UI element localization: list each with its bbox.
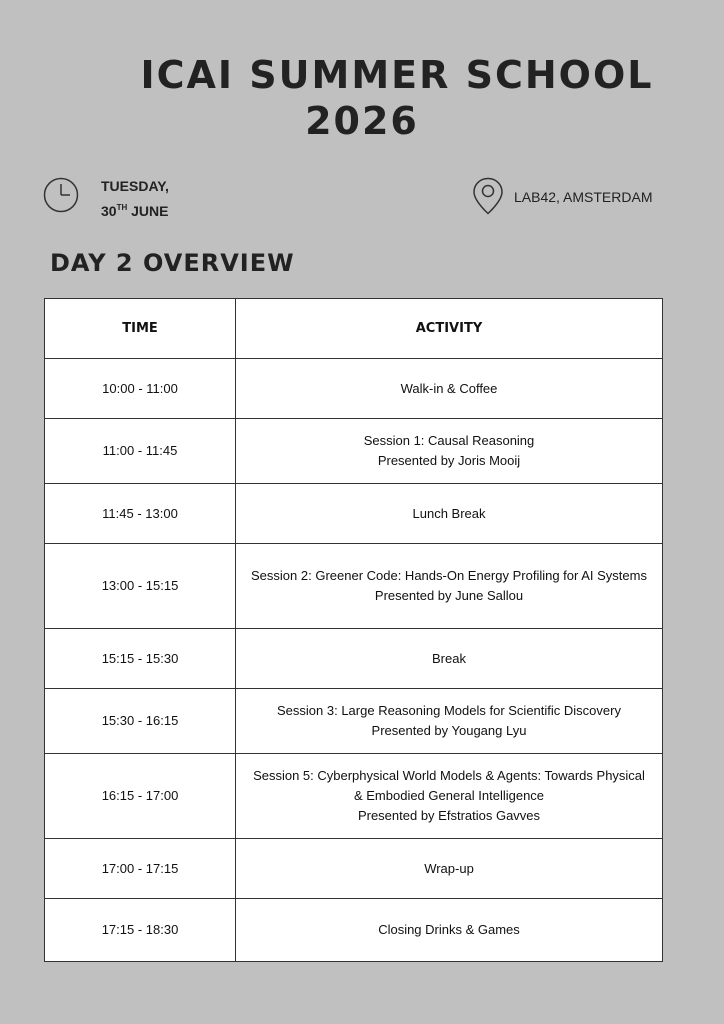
date-month: JUNE [131,203,169,219]
activity-presenter: Presented by June Sallou [374,588,524,603]
activity-title: Closing Drinks & Games [378,922,520,937]
activity-title: Session 2: Greener Code: Hands-On Energy Profiling for AI Systems [251,568,647,583]
time-cell: 15:15 - 15:30 [45,629,236,689]
time-column-header: TIME [45,299,236,359]
table-row [45,754,663,839]
table-row [45,359,663,419]
activity-title: Break [432,650,466,666]
time-cell: 11:45 - 13:00 [45,484,236,544]
activity-cell [236,899,663,962]
activity-cell [236,359,663,419]
activity-cell [236,754,663,839]
date-weekday: TUESDAY, [101,178,169,194]
time-cell: 17:00 - 17:15 [45,839,236,899]
activity-presenter: Presented by Joris Mooij [377,453,521,468]
schedule-body [45,359,663,962]
activity-cell [236,484,663,544]
table-header-row [45,299,663,359]
activity-cell [236,544,663,629]
location-pin-icon [472,177,504,215]
date-suffix: TH [116,203,128,212]
activity-title: Wrap-up [424,860,474,876]
activity-title: Session 1: Causal Reasoning [363,433,535,448]
activity-presenter: Presented by Yougang Lyu [371,723,527,738]
clock-icon [43,177,79,213]
table-row [45,484,663,544]
activity-title: Walk-in & Coffee [400,380,498,396]
activity-title: Session 3: Large Reasoning Models for Scientific Discovery [277,703,621,718]
table-row [45,689,663,754]
activity-title: Session 5: Cyberphysical World Models & Agents: Towards Physical & Embodied General Intelligence [253,768,645,803]
title-line-1: ICAI SUMMER SCHOOL [140,53,654,97]
activity-cell [236,839,663,899]
time-cell: 16:15 - 17:00 [45,754,236,839]
activity-title: Lunch Break [412,505,486,521]
schedule-table [44,298,663,962]
event-location: LAB42, AMSTERDAM [514,189,653,205]
time-cell: 11:00 - 11:45 [45,419,236,484]
table-row [45,899,663,962]
event-date [101,176,169,222]
time-cell: 15:30 - 16:15 [45,689,236,754]
activity-cell [236,689,663,754]
table-row [45,629,663,689]
table-row [45,544,663,629]
activity-column-header: ACTIVITY [236,299,663,359]
activity-cell [236,419,663,484]
time-cell: 10:00 - 11:00 [45,359,236,419]
time-cell: 13:00 - 15:15 [45,544,236,629]
date-day: 30 [101,203,117,219]
activity-cell [236,629,663,689]
activity-presenter: Presented by Efstratios Gavves [357,808,541,823]
page-title [0,52,724,144]
title-line-2: 2026 [305,99,419,143]
time-cell: 17:15 - 18:30 [45,899,236,962]
table-row [45,419,663,484]
table-row [45,839,663,899]
section-heading: DAY 2 OVERVIEW [50,249,295,277]
